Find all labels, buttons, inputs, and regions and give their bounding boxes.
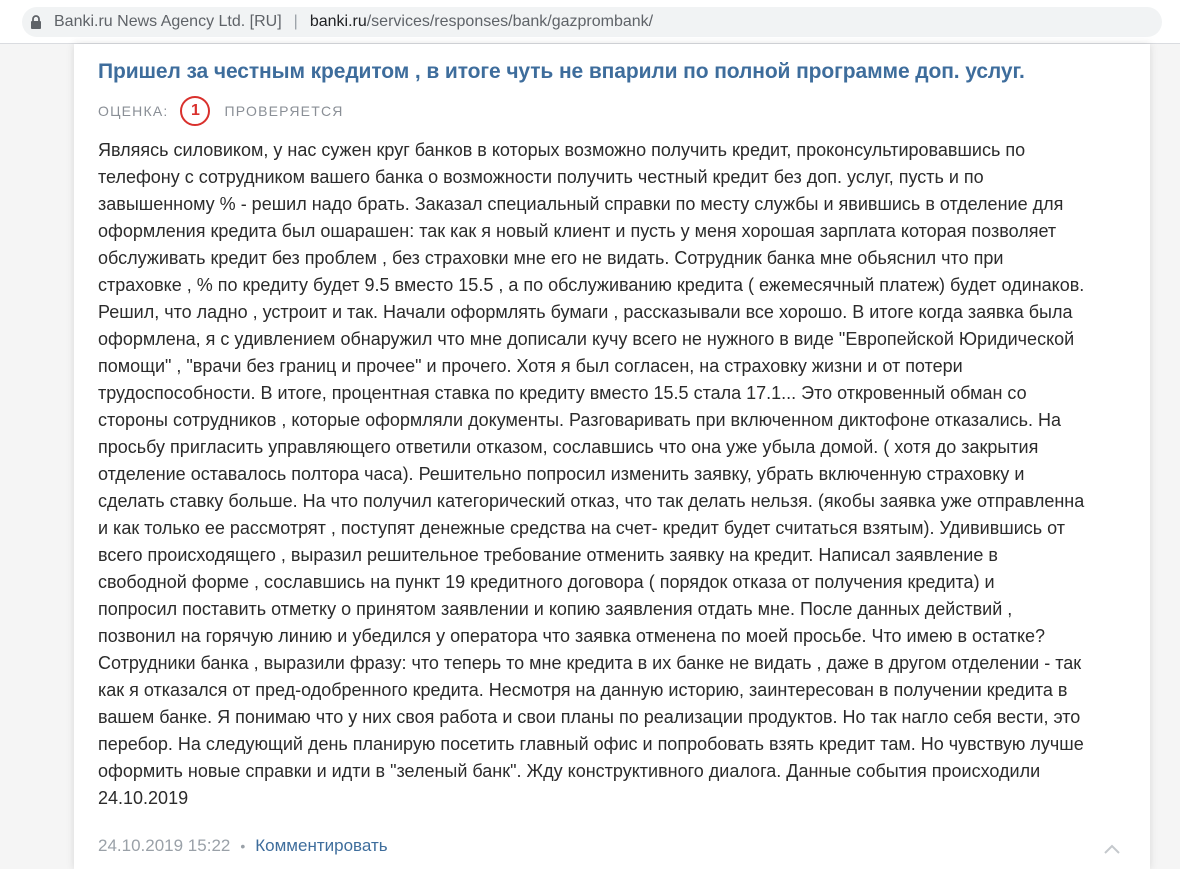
omnibox-separator: | bbox=[293, 13, 298, 30]
review-body: Являясь силовиком, у нас сужен круг банков в которых возможно получить кредит, проконсультировавшись по телефону с сотрудником вашего банка о возможности получить честный кредит без доп. услуг, пусть и по завышенному % - решил надо брать. Заказал специальный справки по месту службы и явившись в отделение для оформления кредита был ошарашен: так как я новый клиент и пусть у меня хорошая зарплата которая позволяет обслуживать кредит без проблем , без страховки мне его не видать. Сотрудник банка мне обьяснил что при страховке , % по кредиту будет 9.5 вместо 15.5 , а по обслуживанию кредита ( ежемесячный платеж) будет одинаков. Решил, что ладно , устроит и так. Начали оформлять бумаги , рассказывали все хорошо. В итоге когда заявка была оформлена, я с удивлением обнаружил что мне дописали кучу всего не нужного в виде "Европейской Юридической помощи" , "врачи без границ и прочее" и прочего. Хотя я был согласен, на страховку жизни и от потери трудоспособности. В итоге, процентная ставка по кредиту вместо 15.5 стала 17.1... Это откровенный обман со стороны сотрудников , которые оформляли документы. Разговаривать при включенном диктофоне отказались. На просьбу пригласить управляющего ответили отказом, сославшись что она уже убыла домой. ( хотя до закрытия отделение оставалось полтора часа). Решительно попросил изменить заявку, убрать включенную страховку и сделать ставку больше. На что получил категорический отказ, что так делать нельзя. (якобы заявка уже отправленна и как только ее рассмотрят , поступят денежные средства на счет- кредит будет считаться взятым). Удивившись от всего происходящего , выразил решительное требование отменить заявку на кредит. Написал заявление в свободной форме , сославшись на пункт 19 кредитного договора ( порядок отказа от получения кредита) и попросил поставить отметку о принятом заявлении и копию заявления отдать мне. После данных действий , позвонил на горячую линию и убедился у оператора что заявка отменена по моей просьбе. Что имею в остатке? Сотрудники банка , выразили фразу: что теперь то мне кредита в их банке не видать , даже в другом отделении - так как я отказался от пред-одобренного кредита. Несмотря на данную историю, заинтересован в получении кредита в вашем банке. Я понимаю что у них своя работа и свои планы по реализации продуктов. Но так нагло себя вести, это перебор. На следующий день планирую посетить главный офис и попробовать взять кредит там. Но чувствую лучше оформить новые справки и идти в "зеленый банк". Жду конструктивного диалога. Данные события происходили 24.10.2019 bbox=[98, 140, 1085, 808]
omnibox[interactable] bbox=[22, 7, 1162, 37]
browser-address-bar bbox=[0, 0, 1180, 44]
review-date: 24.10.2019 15:22 bbox=[98, 836, 231, 855]
url-path[interactable]: /services/responses/bank/gazprombank/ bbox=[366, 13, 654, 30]
rating-row bbox=[98, 96, 344, 126]
review-footer bbox=[98, 835, 388, 857]
separator-dot: • bbox=[240, 838, 246, 854]
review-title[interactable]: Пришел за честным кредитом , в итоге чуть не впарили по полной программе доп. услуг. bbox=[98, 60, 1025, 83]
chevron-up-icon[interactable] bbox=[1104, 841, 1120, 851]
rating-label: ОЦЕНКА: bbox=[98, 103, 169, 119]
rating-badge: 1 bbox=[180, 96, 210, 126]
review-card bbox=[74, 44, 1150, 869]
review-status: ПРОВЕРЯЕТСЯ bbox=[224, 103, 344, 119]
comment-link[interactable]: Комментировать bbox=[255, 836, 388, 855]
url-host[interactable]: banki.ru bbox=[309, 13, 367, 30]
site-identity[interactable]: Banki.ru News Agency Ltd. [RU] bbox=[54, 13, 282, 30]
lock-icon[interactable] bbox=[30, 15, 42, 29]
